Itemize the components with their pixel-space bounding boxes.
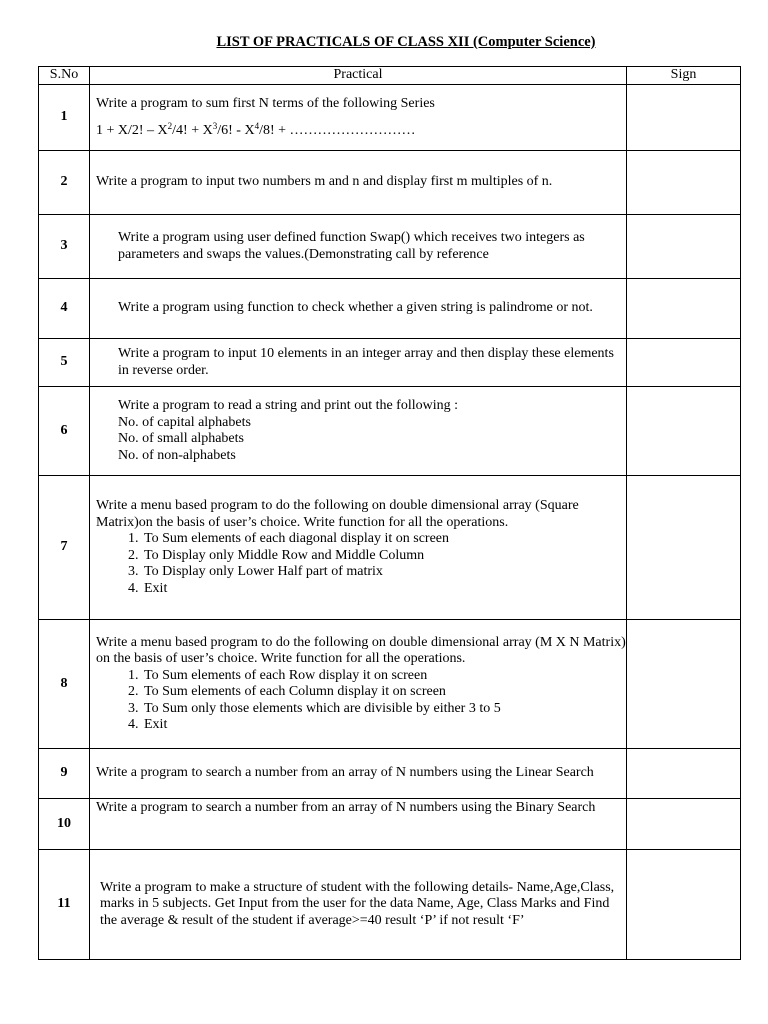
list-item: 4. Exit: [142, 581, 626, 598]
row-number: 9: [39, 749, 90, 799]
row-number: 11: [39, 850, 90, 960]
sign-cell: [627, 339, 741, 387]
row-number: 6: [39, 387, 90, 476]
practical-description: Write a menu based program to do the following on double dimensional array (M X N Matrix) on the basis of user’s choice. Write function for all the operations.: [96, 634, 626, 666]
page-title: [0, 34, 768, 51]
list-item: No. of small alphabets: [118, 431, 244, 446]
sign-cell: [627, 151, 741, 215]
series-formula: 1 + X/2! – $X^2/4$! + $X^3/6$! - $X^4/8$! + ………………………: [96, 120, 416, 138]
practical-text: Write a program to search a number from an array of N numbers using the Linear Search: [90, 749, 627, 799]
practical-description: Write a program to sum first N terms of the following Series: [96, 96, 435, 111]
row-number: 1: [39, 85, 90, 151]
row-number: 4: [39, 279, 90, 339]
list-item: 3. To Sum only those elements which are divisible by either 3 to 5: [142, 701, 626, 718]
table-row: [39, 749, 741, 799]
list-item: 2. To Sum elements of each Column display it on screen: [142, 684, 626, 701]
row-number: 8: [39, 620, 90, 749]
list-item: 2. To Display only Middle Row and Middle Column: [142, 548, 626, 565]
table-row: [39, 476, 741, 620]
list-item: 1. To Sum elements of each Row display it on screen: [142, 668, 626, 685]
header-sign: Sign: [627, 67, 741, 85]
practical-text: [90, 85, 627, 151]
sign-cell: [627, 215, 741, 279]
header-practical: Practical: [90, 67, 627, 85]
table-row: [39, 151, 741, 215]
practical-description: Write a program to read a string and print out the following :: [118, 398, 459, 413]
practical-text: Write a program using user defined function Swap() which receives two integers as parameters and swaps the values.(Demonstrating call by reference: [90, 215, 627, 279]
operations-list: [96, 668, 626, 734]
table-row: [39, 279, 741, 339]
table-row: [39, 339, 741, 387]
page-title-text: LIST OF PRACTICALS OF CLASS XII (Computer Science): [216, 34, 596, 50]
practical-text: Write a program to make a structure of student with the following details- Name,Age,Class, marks in 5 subjects. Get Input from the user for the data Name, Age, Class Marks and Find the average & result of the student if average>=40 result ‘P’ if not result ‘F’: [90, 850, 627, 960]
table-header-row: [39, 67, 741, 85]
row-number: 7: [39, 476, 90, 620]
sign-cell: [627, 749, 741, 799]
sign-cell: [627, 799, 741, 850]
table-row: [39, 850, 741, 960]
practical-text: [90, 387, 627, 476]
practical-text: Write a program to input two numbers m and n and display first m multiples of n.: [90, 151, 627, 215]
practical-description: Write a menu based program to do the following on double dimensional array (Square Matrix)on the basis of user’s choice. Write function for all the operations.: [96, 498, 579, 530]
header-sno: S.No: [39, 67, 90, 85]
table-row: [39, 215, 741, 279]
table-row: [39, 387, 741, 476]
list-item: No. of capital alphabets: [118, 414, 251, 430]
operations-list: [96, 531, 626, 597]
row-number: 2: [39, 151, 90, 215]
list-item: 4. Exit: [142, 717, 626, 734]
practical-text: Write a program to input 10 elements in an integer array and then display these elements in reverse order.: [90, 339, 627, 387]
row-number: 10: [39, 799, 90, 850]
table-row: [39, 85, 741, 151]
table-row: [39, 620, 741, 749]
practical-text: Write a program using function to check whether a given string is palindrome or not.: [90, 279, 627, 339]
practicals-table: [38, 66, 741, 960]
sign-cell: [627, 476, 741, 620]
sign-cell: [627, 387, 741, 476]
list-item: No. of non-alphabets: [118, 447, 236, 463]
sign-cell: [627, 279, 741, 339]
practical-text: Write a program to search a number from an array of N numbers using the Binary Search: [90, 799, 627, 850]
row-number: 3: [39, 215, 90, 279]
practical-text: [90, 476, 627, 620]
row-number: 5: [39, 339, 90, 387]
list-item: 1. To Sum elements of each diagonal display it on screen: [142, 531, 626, 548]
sign-cell: [627, 85, 741, 151]
practical-text: [90, 620, 627, 749]
sign-cell: [627, 620, 741, 749]
list-item: 3. To Display only Lower Half part of matrix: [142, 564, 626, 581]
sign-cell: [627, 850, 741, 960]
table-row: [39, 799, 741, 850]
